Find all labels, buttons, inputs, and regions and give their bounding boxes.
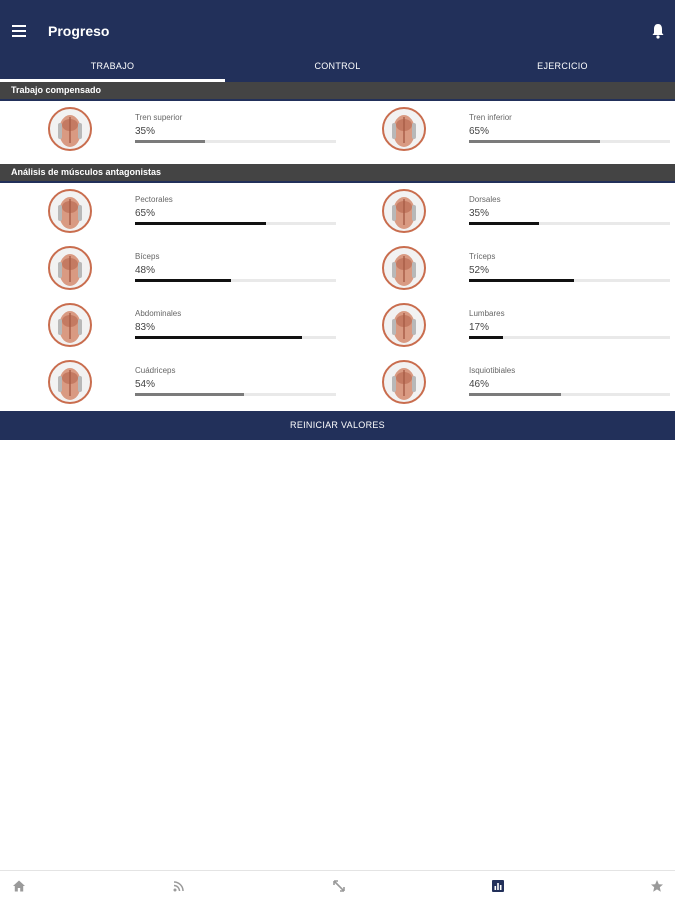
tab-ejercicio[interactable]: EJERCICIO xyxy=(537,61,588,71)
upper-body-muscles-icon xyxy=(48,107,92,151)
star-icon[interactable] xyxy=(650,879,664,893)
lower-back-muscles-icon xyxy=(382,303,426,347)
bottom-nav xyxy=(0,870,675,900)
menu-icon[interactable] xyxy=(12,25,26,37)
muscle-label: Isquiotibiales xyxy=(469,366,516,375)
progress-track xyxy=(469,393,670,396)
home-icon[interactable] xyxy=(12,879,26,893)
progress-fill xyxy=(135,393,244,396)
reset-values-button[interactable]: REINICIAR VALORES xyxy=(0,411,675,440)
progress-track xyxy=(469,279,670,282)
progress-track xyxy=(135,393,336,396)
muscle-label: Lumbares xyxy=(469,309,505,318)
back-muscles-icon xyxy=(382,189,426,233)
muscle-percentage: 65% xyxy=(469,126,490,137)
progress-track xyxy=(469,222,670,225)
app-bar xyxy=(0,0,675,82)
progress-track xyxy=(469,140,670,143)
muscle-percentage: 52% xyxy=(469,265,490,276)
section-header-antagonistas: Análisis de músculos antagonistas xyxy=(0,164,675,181)
muscle-label: Bíceps xyxy=(135,252,160,261)
muscle-item xyxy=(48,303,378,353)
muscle-label: Dorsales xyxy=(469,195,501,204)
progress-fill xyxy=(469,222,539,225)
muscle-item xyxy=(48,107,378,157)
progress-track xyxy=(135,279,336,282)
muscle-percentage: 35% xyxy=(135,126,156,137)
lower-body-muscles-icon xyxy=(382,107,426,151)
muscle-item xyxy=(48,189,378,239)
muscle-label: Tren superior xyxy=(135,113,183,122)
progress-track xyxy=(135,140,336,143)
progress-fill xyxy=(135,222,266,225)
muscle-label: Pectorales xyxy=(135,195,173,204)
muscle-percentage: 54% xyxy=(135,379,156,390)
muscle-percentage: 46% xyxy=(469,379,490,390)
progress-fill xyxy=(469,393,561,396)
muscle-percentage: 48% xyxy=(135,265,156,276)
muscle-item xyxy=(48,246,378,296)
section-divider xyxy=(0,181,675,183)
progress-fill xyxy=(135,336,302,339)
triceps-muscles-icon xyxy=(382,246,426,290)
section-header-compensado: Trabajo compensado xyxy=(0,82,675,99)
abs-muscles-icon xyxy=(48,303,92,347)
section-divider xyxy=(0,99,675,101)
progress-fill xyxy=(469,140,600,143)
progress-track xyxy=(135,222,336,225)
feed-icon[interactable] xyxy=(172,879,186,893)
progress-fill xyxy=(135,140,205,143)
muscle-label: Tríceps xyxy=(469,252,496,261)
muscle-label: Tren inferior xyxy=(469,113,512,122)
expand-icon[interactable] xyxy=(332,879,346,893)
muscle-percentage: 65% xyxy=(135,208,156,219)
muscle-label: Abdominales xyxy=(135,309,182,318)
muscle-item xyxy=(382,303,675,353)
tab-control[interactable]: CONTROL xyxy=(314,61,361,71)
progress-fill xyxy=(469,279,574,282)
progress-track xyxy=(469,336,670,339)
chest-muscles-icon xyxy=(48,189,92,233)
stats-icon[interactable] xyxy=(491,879,505,893)
quadriceps-muscles-icon xyxy=(48,360,92,404)
muscle-item xyxy=(48,360,378,410)
muscle-percentage: 17% xyxy=(469,322,490,333)
tab-bar xyxy=(0,54,675,82)
bell-icon[interactable] xyxy=(651,23,665,39)
muscle-percentage: 83% xyxy=(135,322,156,333)
tab-trabajo[interactable]: TRABAJO xyxy=(0,54,225,82)
muscle-item xyxy=(382,360,675,410)
muscle-item xyxy=(382,189,675,239)
muscle-item xyxy=(382,246,675,296)
page-title: Progreso xyxy=(48,23,110,39)
hamstrings-muscles-icon xyxy=(382,360,426,404)
progress-fill xyxy=(469,336,503,339)
progress-track xyxy=(135,336,336,339)
biceps-muscles-icon xyxy=(48,246,92,290)
muscle-label: Cuádriceps xyxy=(135,366,176,375)
muscle-item xyxy=(382,107,675,157)
muscle-percentage: 35% xyxy=(469,208,490,219)
progress-fill xyxy=(135,279,231,282)
